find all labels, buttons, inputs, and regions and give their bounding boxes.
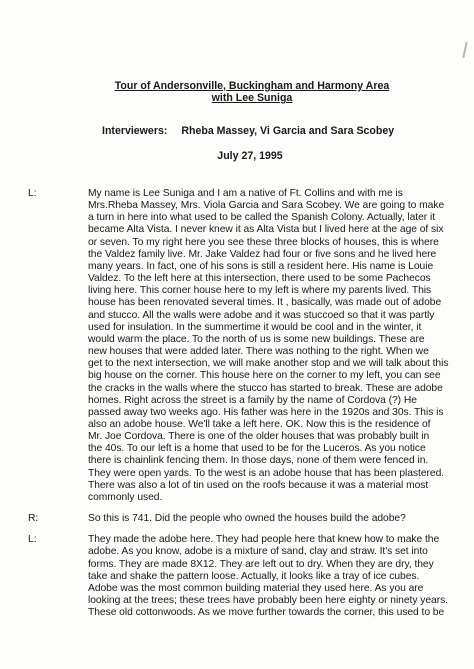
speech-line: or seven. To my right here you see these three blocks of houses, this is where <box>88 236 439 248</box>
speech-line: These old cottonwoods. As we move further towards the corner, this used to be <box>88 607 445 619</box>
transcript <box>28 188 460 628</box>
speech-line: house has been renovated several times. It , basically, was made out of adobe <box>88 297 442 309</box>
speaker-label: R: <box>28 513 39 525</box>
speech-line: Valdez. To the left here at this intersection, there used to be some Pachecos <box>88 273 431 285</box>
speech-line: there is chainlink fencing them. In those days, none of them were fenced in. <box>88 455 429 467</box>
speech-line: used for insulation. In the summertime it would be cool and in the winter, it <box>88 321 422 333</box>
speech-line: take and shake the pattern loose. Actually, it looks like a tray of ice cubes. <box>88 570 420 582</box>
speech-line: homes. Right across the street is a family by the name of Cordova (?) He <box>88 394 417 406</box>
interviewers-names: Rheba Massey, Vi Garcia and Sara Scobey <box>181 125 395 137</box>
speech-text <box>88 534 460 619</box>
speech-line: Mr. Joe Cordova. There is one of the older houses that was probably built in <box>88 431 430 443</box>
transcript-turn <box>28 188 460 504</box>
speech-line: new houses that were added later. There was nothing to the right. When we <box>88 346 429 358</box>
speech-text <box>88 513 460 525</box>
speech-line: the 40s. To our left is a home that used to be for the Luceros. As you notice <box>88 443 426 455</box>
speaker-label: L: <box>28 188 37 199</box>
speech-line: There was also a lot of tin used on the roofs because it was a material most <box>88 479 429 491</box>
title-line-1: Tour of Andersonville, Buckingham and Harmony Area <box>114 80 390 92</box>
speech-line: get to the next intersection, we will make another stop and we will talk about this <box>88 358 449 370</box>
speech-line: adobe. As you know, adobe is a mixture of sand, clay and straw. It's set into <box>88 546 428 558</box>
speech-text <box>88 188 460 504</box>
scan-mark <box>462 42 467 58</box>
speech-line: looking at the trees; these trees have probably been here eighty or ninety years. <box>88 595 448 606</box>
speech-line: passed away two weeks ago. His father was here in the 1920s and 30s. This is <box>88 406 444 418</box>
document-title <box>0 80 474 104</box>
speech-line: commonly used. <box>88 491 163 503</box>
speech-line: They were open yards. To the west is an adobe house that has been plastered. <box>88 467 445 479</box>
interviewers-line <box>102 125 394 137</box>
speech-line: living here. This corner house here to my left is where my parents lived. This <box>88 285 432 297</box>
speech-line: Adobe was the most common building material they used here. As you are <box>88 582 424 594</box>
interview-date: July 27, 1995 <box>217 150 283 162</box>
speech-line: a turn in here into what used to be called the Spanish Colony. Actually, later it <box>88 212 436 224</box>
speech-line: big house on the corner. This house here on the corner to my left, you can see <box>88 370 441 382</box>
speech-line: My name is Lee Suniga and I am a native of Ft. Collins and with me is <box>88 188 403 199</box>
speaker-label: L: <box>28 534 37 546</box>
title-line-2: with Lee Suniga <box>211 92 293 104</box>
speech-line: would warm the place. To the north of us is some new buildings. These are <box>88 333 425 345</box>
speech-line: many years. In fact, one of his sons is still a resident here. His name is Louie <box>88 260 434 272</box>
speech-line: So this is 741. Did the people who owned the houses build the adobe? <box>88 513 406 525</box>
speech-line: forms. They are made 8X12. They are left out to dry. When they are dry, they <box>88 558 434 570</box>
speech-line: the Valdez family live. Mr. Jake Valdez had four or five sons and he lived here <box>88 248 437 260</box>
speech-line: Mrs.Rheba Massey, Mrs. Viola Garcia and Sara Scobey. We are going to make <box>88 200 445 212</box>
interviewers-label: Interviewers: <box>102 125 168 137</box>
speech-line: They made the adobe here. They had people here that knew how to make the <box>88 534 440 546</box>
speech-line: and stucco. All the walls were adobe and it was stuccoed so that it was partly <box>88 309 435 321</box>
transcript-turn <box>28 534 460 619</box>
transcript-turn <box>28 513 460 525</box>
speech-line: also an adobe house. We'll take a left here. OK. Now this is the residence of <box>88 418 431 430</box>
speech-line: became Alta Vista. I never knew it as Alta Vista but I lived here at the age of six <box>88 224 444 236</box>
speech-line: the cracks in the walls where the stucco has started to break. These are adobe <box>88 382 443 394</box>
